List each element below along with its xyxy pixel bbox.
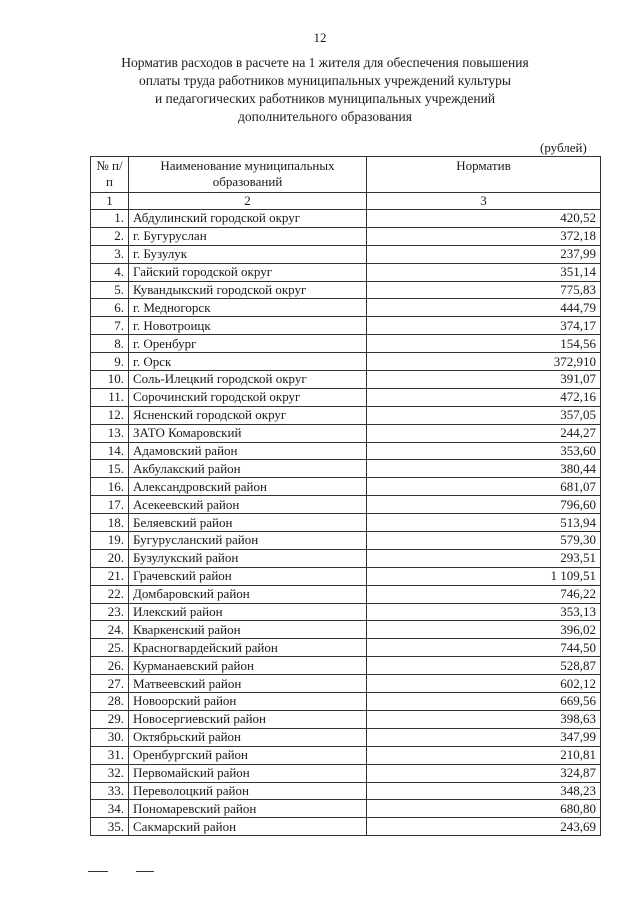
table-row — [91, 460, 601, 478]
row-number: 29. — [91, 710, 129, 728]
row-number: 20. — [91, 549, 129, 567]
row-number: 17. — [91, 496, 129, 514]
norm-value: 680,80 — [367, 800, 601, 818]
table-row — [91, 281, 601, 299]
norm-value: 420,52 — [367, 210, 601, 228]
municipality-name: Бузулукский район — [129, 549, 367, 567]
norm-value: 602,12 — [367, 675, 601, 693]
municipality-name: Оренбургский район — [129, 746, 367, 764]
table-row — [91, 639, 601, 657]
header-value — [367, 157, 601, 193]
table-row — [91, 210, 601, 228]
norm-value: 351,14 — [367, 263, 601, 281]
table-row — [91, 496, 601, 514]
norms-table — [90, 156, 601, 836]
header-value-text: Норматив — [456, 158, 511, 173]
index-2: 2 — [129, 193, 367, 210]
municipality-name: Первомайский район — [129, 764, 367, 782]
municipality-name: Александровский район — [129, 478, 367, 496]
row-number: 15. — [91, 460, 129, 478]
table-row — [91, 585, 601, 603]
table-row — [91, 424, 601, 442]
row-number: 4. — [91, 263, 129, 281]
row-number: 25. — [91, 639, 129, 657]
row-number: 6. — [91, 299, 129, 317]
municipality-name: Гайский городской округ — [129, 263, 367, 281]
page-number: 12 — [313, 30, 327, 45]
row-number: 10. — [91, 371, 129, 389]
header-name-text: Наименование муниципальных образований — [160, 158, 335, 189]
municipality-name: Красногвардейский район — [129, 639, 367, 657]
row-number: 30. — [91, 728, 129, 746]
municipality-name: Беляевский район — [129, 514, 367, 532]
norm-value: 444,79 — [367, 299, 601, 317]
title-line: и педагогических работников муниципальных учреждений — [154, 91, 496, 106]
row-number: 18. — [91, 514, 129, 532]
row-number: 33. — [91, 782, 129, 800]
title-line: дополнительного образования — [238, 109, 412, 124]
norm-value: 775,83 — [367, 281, 601, 299]
norm-value: 237,99 — [367, 245, 601, 263]
row-number: 35. — [91, 818, 129, 836]
norm-value: 243,69 — [367, 818, 601, 836]
table-row — [91, 388, 601, 406]
municipality-name: Абдулинский городской округ — [129, 210, 367, 228]
row-number: 34. — [91, 800, 129, 818]
row-number: 23. — [91, 603, 129, 621]
row-number: 22. — [91, 585, 129, 603]
table-row — [91, 693, 601, 711]
index-1: 1 — [91, 193, 129, 210]
table-row — [91, 728, 601, 746]
row-number: 7. — [91, 317, 129, 335]
row-number: 31. — [91, 746, 129, 764]
table-row — [91, 818, 601, 836]
municipality-name: г. Орск — [129, 353, 367, 371]
row-number: 11. — [91, 388, 129, 406]
municipality-name: г. Медногорск — [129, 299, 367, 317]
table-row — [91, 227, 601, 245]
table-row — [91, 299, 601, 317]
table-row — [91, 532, 601, 550]
norm-value: 513,94 — [367, 514, 601, 532]
municipality-name: Асекеевский район — [129, 496, 367, 514]
table-row — [91, 549, 601, 567]
table-row — [91, 371, 601, 389]
norm-value: 353,60 — [367, 442, 601, 460]
title-line: Норматив расходов в расчете на 1 жителя для обеспечения повышения — [121, 55, 529, 70]
header-num-text: № п/п — [96, 158, 123, 189]
document-title — [90, 54, 560, 126]
row-number: 26. — [91, 657, 129, 675]
table-row — [91, 764, 601, 782]
municipality-name: Матвеевский район — [129, 675, 367, 693]
table-row — [91, 335, 601, 353]
table-row — [91, 746, 601, 764]
row-number: 19. — [91, 532, 129, 550]
norm-value: 472,16 — [367, 388, 601, 406]
norm-value: 579,30 — [367, 532, 601, 550]
municipality-name: Сакмарский район — [129, 818, 367, 836]
norm-value: 154,56 — [367, 335, 601, 353]
municipality-name: Бугурусланский район — [129, 532, 367, 550]
municipality-name: Акбулакский район — [129, 460, 367, 478]
norm-value: 347,99 — [367, 728, 601, 746]
table-row — [91, 567, 601, 585]
municipality-name: Грачевский район — [129, 567, 367, 585]
table-row — [91, 245, 601, 263]
table-row — [91, 782, 601, 800]
row-number: 14. — [91, 442, 129, 460]
row-number: 2. — [91, 227, 129, 245]
table-row — [91, 478, 601, 496]
table-row — [91, 710, 601, 728]
norm-value: 744,50 — [367, 639, 601, 657]
row-number: 24. — [91, 621, 129, 639]
header-num — [91, 157, 129, 193]
row-number: 12. — [91, 406, 129, 424]
row-number: 9. — [91, 353, 129, 371]
norm-value: 398,63 — [367, 710, 601, 728]
norm-value: 348,23 — [367, 782, 601, 800]
municipality-name: Ясненский городской округ — [129, 406, 367, 424]
norm-value: 681,07 — [367, 478, 601, 496]
footer-marks — [88, 868, 168, 874]
norm-value: 669,56 — [367, 693, 601, 711]
norm-value: 293,51 — [367, 549, 601, 567]
municipality-name: Новоорский район — [129, 693, 367, 711]
norm-value: 746,22 — [367, 585, 601, 603]
table-row — [91, 514, 601, 532]
municipality-name: Кваркенский район — [129, 621, 367, 639]
table-row — [91, 317, 601, 335]
norm-value: 380,44 — [367, 460, 601, 478]
table-row — [91, 406, 601, 424]
norm-value: 357,05 — [367, 406, 601, 424]
municipality-name: Илекский район — [129, 603, 367, 621]
municipality-name: г. Бугуруслан — [129, 227, 367, 245]
municipality-name: Соль-Илецкий городской округ — [129, 371, 367, 389]
row-number: 28. — [91, 693, 129, 711]
norm-value: 372,18 — [367, 227, 601, 245]
index-3: 3 — [367, 193, 601, 210]
municipality-name: Новосергиевский район — [129, 710, 367, 728]
table-row — [91, 353, 601, 371]
norm-value: 374,17 — [367, 317, 601, 335]
municipality-name: ЗАТО Комаровский — [129, 424, 367, 442]
title-line: оплаты труда работников муниципальных учреждений культуры — [139, 73, 511, 88]
municipality-name: Адамовский район — [129, 442, 367, 460]
row-number: 16. — [91, 478, 129, 496]
municipality-name: Октябрьский район — [129, 728, 367, 746]
municipality-name: Переволоцкий район — [129, 782, 367, 800]
table-index-row — [91, 193, 601, 210]
municipality-name: Сорочинский городской округ — [129, 388, 367, 406]
table-row — [91, 263, 601, 281]
table-row — [91, 675, 601, 693]
norm-value: 391,07 — [367, 371, 601, 389]
table-row — [91, 621, 601, 639]
row-number: 21. — [91, 567, 129, 585]
municipality-name: Пономаревский район — [129, 800, 367, 818]
row-number: 8. — [91, 335, 129, 353]
footer-dash — [88, 871, 108, 872]
norm-value: 528,87 — [367, 657, 601, 675]
municipality-name: г. Оренбург — [129, 335, 367, 353]
norm-value: 210,81 — [367, 746, 601, 764]
unit-label: (рублей) — [540, 140, 587, 155]
row-number: 13. — [91, 424, 129, 442]
table-header-row — [91, 157, 601, 193]
row-number: 3. — [91, 245, 129, 263]
municipality-name: Домбаровский район — [129, 585, 367, 603]
row-number: 5. — [91, 281, 129, 299]
row-number: 27. — [91, 675, 129, 693]
norm-value: 396,02 — [367, 621, 601, 639]
norm-value: 244,27 — [367, 424, 601, 442]
table-row — [91, 800, 601, 818]
norm-value: 372,910 — [367, 353, 601, 371]
row-number: 1. — [91, 210, 129, 228]
norm-value: 796,60 — [367, 496, 601, 514]
norm-value: 1 109,51 — [367, 567, 601, 585]
norm-value: 324,87 — [367, 764, 601, 782]
row-number: 32. — [91, 764, 129, 782]
municipality-name: г. Бузулук — [129, 245, 367, 263]
norm-value: 353,13 — [367, 603, 601, 621]
municipality-name: Курманаевский район — [129, 657, 367, 675]
municipality-name: Кувандыкский городской округ — [129, 281, 367, 299]
municipality-name: г. Новотроицк — [129, 317, 367, 335]
table-row — [91, 603, 601, 621]
footer-dash — [136, 871, 154, 872]
table-body — [91, 210, 601, 836]
table-row — [91, 442, 601, 460]
header-name — [129, 157, 367, 193]
table-row — [91, 657, 601, 675]
